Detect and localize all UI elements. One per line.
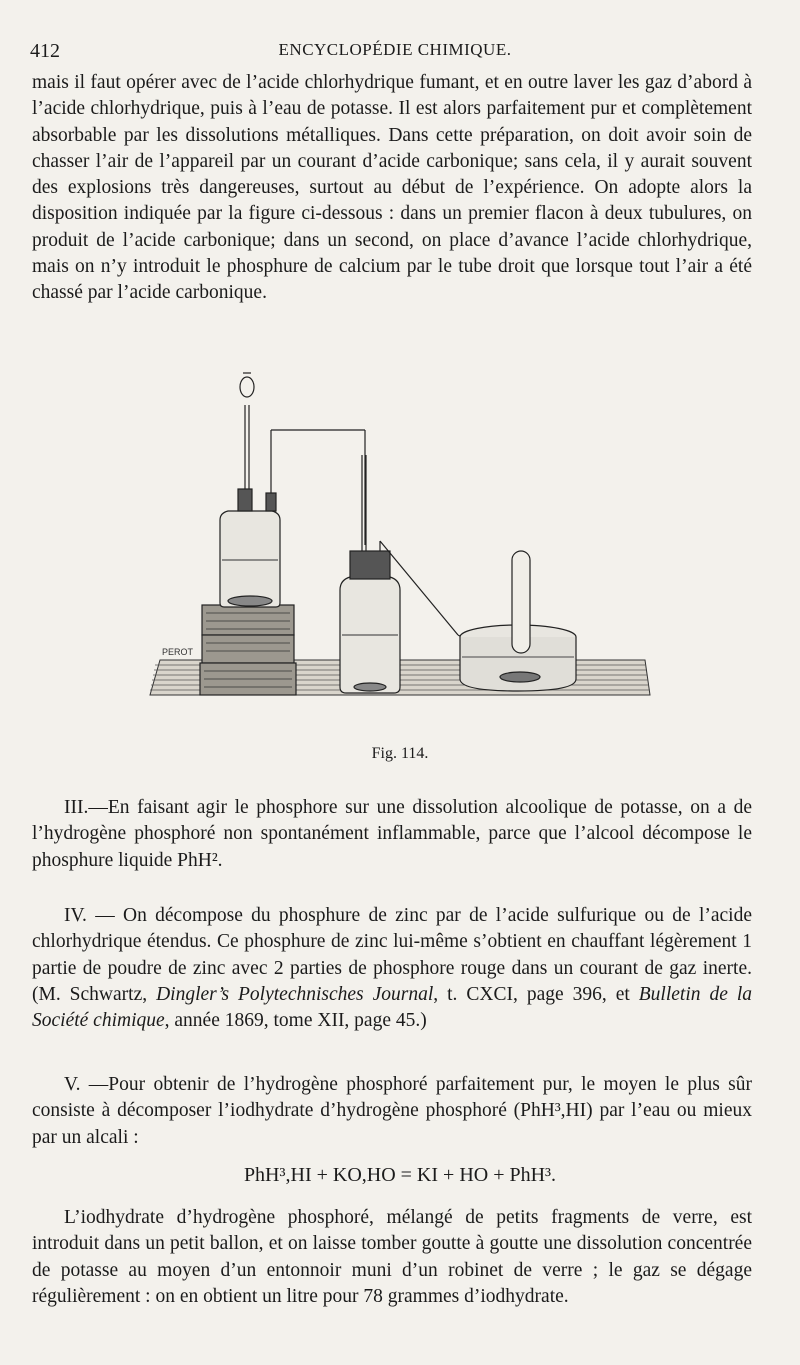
apparatus-figure [140,365,660,735]
chemical-equation: PhH³,HI + KO,HO = KI + HO + PhH³. [243,1164,557,1186]
paragraph-iv-text-mid: , t. CXCI, page 396, et [433,983,639,1005]
page-header [30,40,760,64]
collection-trough [460,551,576,691]
paragraph-iii: III.—En faisant agir le phosphore sur une dissolution alcoolique de potasse, on a de l’hydrogène phosphoré non spontanément inflammable, parce que l’alcool décompose le phosphure liquide PhH². [32,797,752,871]
page-number: 412 [30,40,60,62]
bulletin-title: Bulletin de la Société chimique [32,983,753,1032]
brick-stack [200,605,296,695]
engraver-signature: PEROT [162,647,194,657]
paragraph-v: V. —Pour obtenir de l’hydrogène phosphoré parfaitement pur, le moyen le plus sûr consiste à décomposer l’iodhydrate d’hydrogène phosphoré (PhH³,HI) par l’eau ou mieux par un alcali : [32,1074,752,1148]
figure-caption: Fig. 114. [371,745,429,762]
paragraph-continuation: mais il faut opérer avec de l’acide chlorhydrique fumant, et en outre laver les gaz d’abord à l’acide chlorhydrique, puis à l’eau de potasse. Il est alors parfaitement pur et complètement absorbable par les dissolutions métalliques. Dans cette préparation, on doit avoir soin de chasser l’air de l’appareil par un courant d’acide carbonique; sans cela, il y aurait souvent des explosions très dangereuses, surtout au début de l’expérience. On adopte alors la disposition indiquée par la figure ci-dessous : dans un premier flacon à deux tubulures, on produit de l’acide carbonique; dans un second, on place d’avance l’acide chlorhydrique, mais on n’y introduit le phosphure de calcium par le tube droit que lorsque tout l’air a été chassé par l’acide carbonique. [32,72,752,304]
paragraph-iv-text-end: , année 1869, tome XII, page 45.) [164,1010,427,1032]
paragraph-iv-text-start: IV. — On décompose du phosphure de zinc par de l’acide sulfurique ou de l’acide chlorhydrique étendus. Ce phosphure de zinc lui-même s’obtient en chauffant légèrement 1 partie de poudre de zinc avec 2 parties de phosphore rouge dans un courant de gaz inerte. (M. Schwartz, [32,905,752,1005]
running-title: ENCYCLOPÉDIE CHIMIQUE. [278,40,512,59]
first-flask [220,373,365,607]
paragraph-final: L’iodhydrate d’hydrogène phosphoré, mélangé de petits fragments de verre, est introduit dans un petit ballon, et on laisse tomber goutte à goutte une dissolution concentrée de potasse au moyen d’un entonnoir muni d’un robinet de verre ; le gaz se dégage régulièrement : on en obtient un litre pour 78 grammes d’iodhydrate. [32,1207,752,1307]
journal-title: Dingler’s Polytechnisches Journal [156,983,434,1005]
paragraph-iv [32,903,752,1034]
